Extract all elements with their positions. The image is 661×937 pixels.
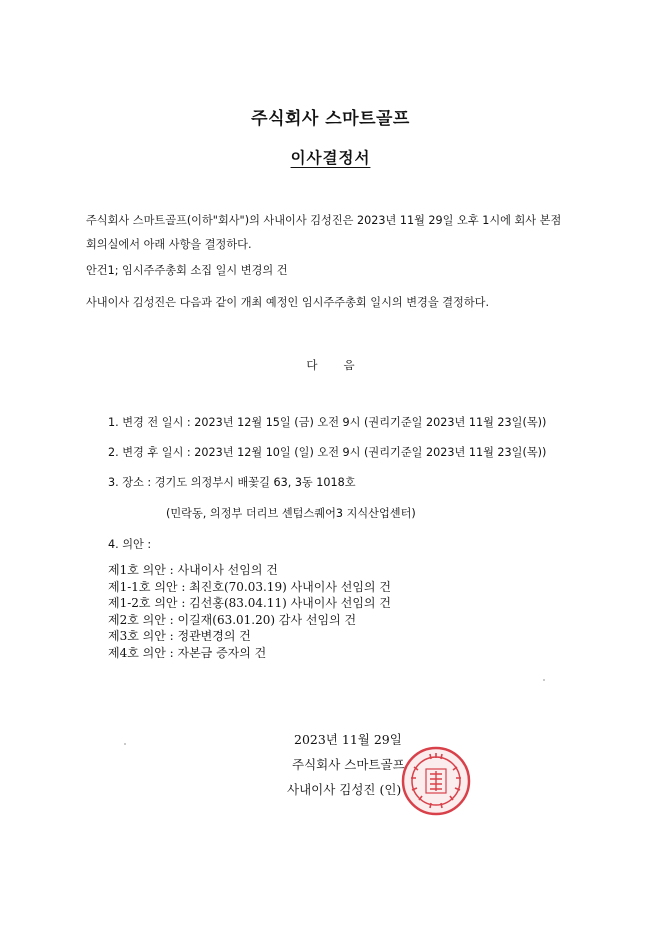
- signature-company: 주식회사 스마트골프: [292, 757, 405, 772]
- agenda-entry: 제1-2호 의안 : 김선홍(83.04.11) 사내이사 선임의 건: [108, 596, 391, 610]
- item-before-datetime: 1. 변경 전 일시 : 2023년 12월 15일 (금) 오전 9시 (권리기준일 2023년 11월 23일(목)): [108, 416, 547, 429]
- decision-statement: 사내이사 김성진은 다음과 같이 개최 예정인 임시주주총회 일시의 변경을 결정하다.: [86, 296, 490, 309]
- signature-person: 사내이사 김성진 (인): [287, 782, 402, 797]
- agenda-item: 안건1; 임시주주총회 소집 일시 변경의 건: [86, 264, 288, 277]
- company-name: 주식회사 스마트골프: [251, 109, 410, 129]
- item-agenda-heading: 4. 의안 :: [108, 538, 152, 551]
- agenda-entry: 제4호 의안 : 자본금 증자의 건: [108, 645, 267, 660]
- document-title-wrap: [0, 146, 661, 168]
- item-location: 3. 장소 : 경기도 의정부시 배꽃길 63, 3동 1018호: [108, 476, 356, 489]
- intro-line-1: 주식회사 스마트골프(이하"회사")의 사내이사 김성진은 2023년 11월 29일 오후 1시에 회사 본점: [86, 214, 562, 227]
- signature-date: 2023년 11월 29일: [294, 732, 402, 747]
- agenda-entry: 제3호 의안 : 정관변경의 건: [108, 629, 251, 643]
- agenda-entry: 제1-1호 의안 : 최진호(70.03.19) 사내이사 선임의 건: [108, 579, 391, 594]
- company-seal-stamp: [400, 745, 472, 817]
- agenda-entry: 제2호 의안 : 이길재(63.01.20) 감사 선임의 건: [108, 612, 357, 627]
- intro-line-2: 회의실에서 아래 사항을 결정하다.: [86, 238, 252, 251]
- scan-speck: [124, 743, 126, 745]
- scan-speck: [543, 679, 545, 681]
- section-heading: 다음: [306, 358, 381, 372]
- agenda-list: [108, 562, 391, 661]
- intro-paragraph: [86, 209, 610, 257]
- document-title: 이사결정서: [290, 149, 371, 167]
- item-after-datetime: 2. 변경 후 일시 : 2023년 12월 10일 (일) 오전 9시 (권리기준일 2023년 11월 23일(목)): [108, 446, 547, 459]
- agenda-entry: 제1호 의안 : 사내이사 선임의 건: [108, 563, 278, 577]
- item-location-detail: (민락동, 의정부 더리브 센텀스퀘어3 지식산업센터): [166, 507, 416, 520]
